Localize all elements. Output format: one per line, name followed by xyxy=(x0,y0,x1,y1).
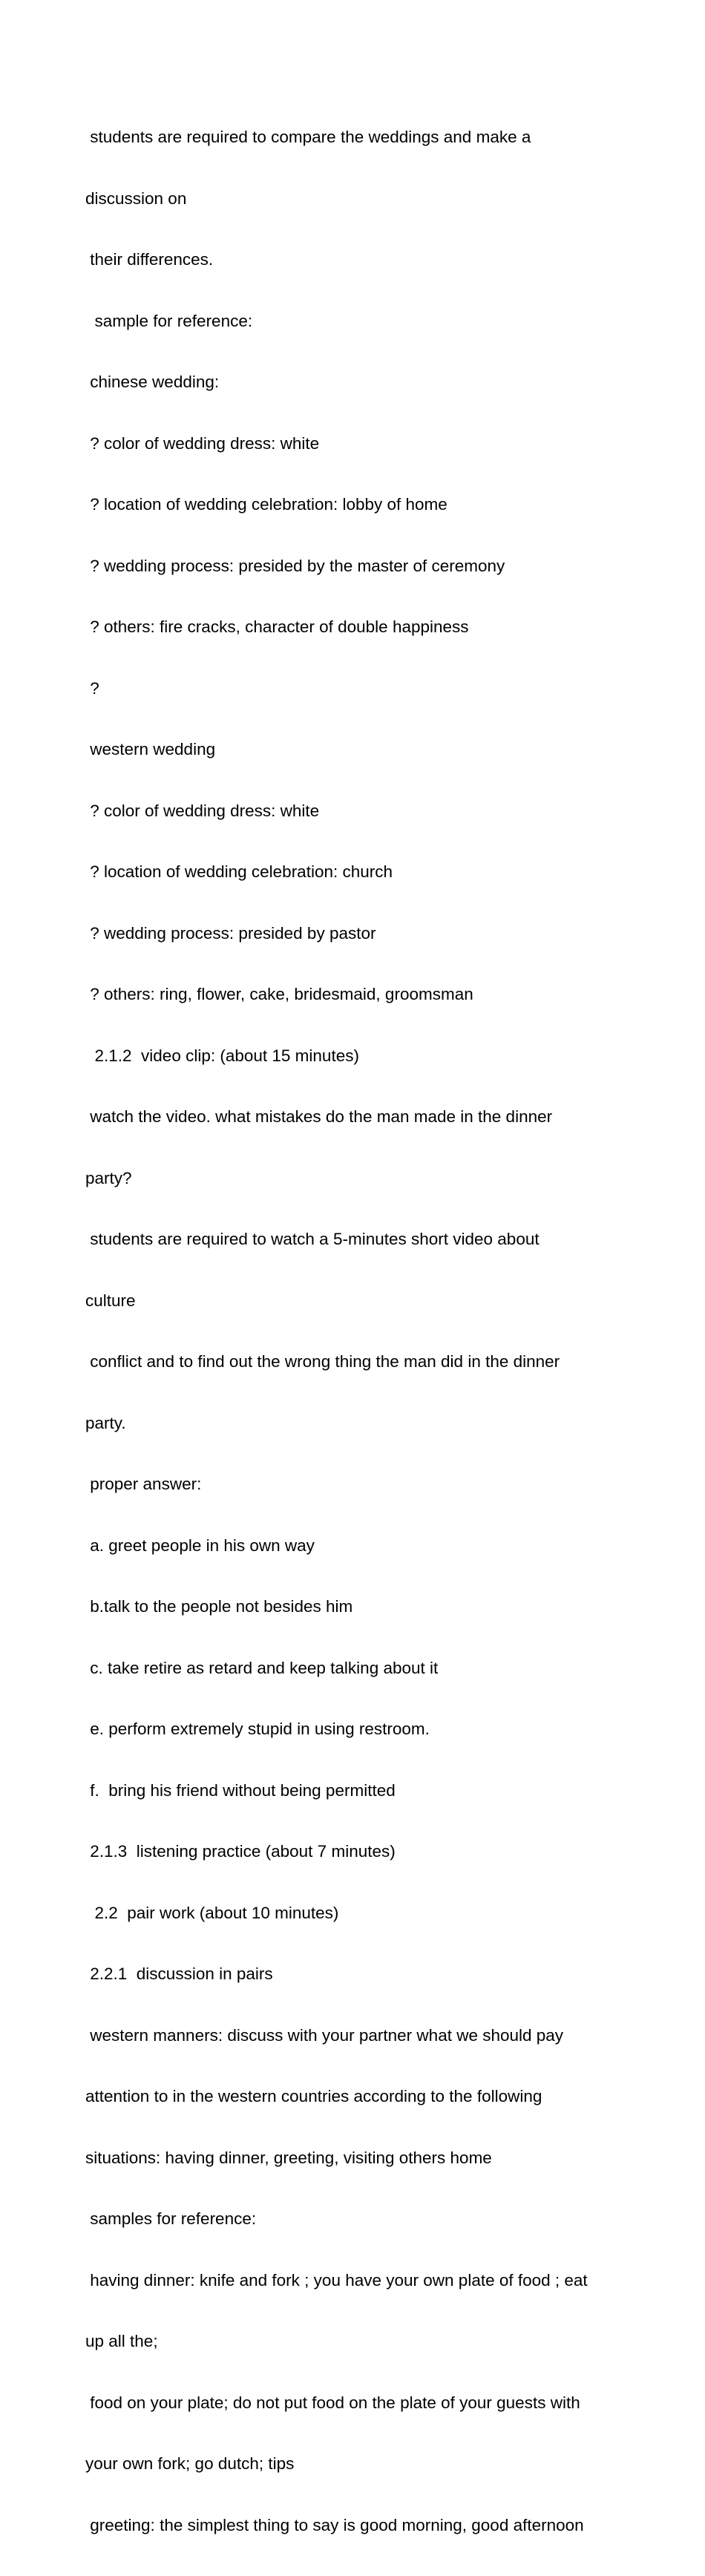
text-line: ? others: fire cracks, character of double happiness xyxy=(85,617,469,636)
text-line: c. take retire as retard and keep talking about it xyxy=(85,1658,439,1677)
text-line: watch the video. what mistakes do the man made in the dinner xyxy=(85,1107,553,1126)
text-line: conflict and to find out the wrong thing the man did in the dinner xyxy=(85,1352,560,1371)
text-line: samples for reference: xyxy=(85,2209,257,2228)
text-line: having dinner: knife and fork ; you have your own plate of food ; eat xyxy=(85,2270,588,2290)
text-line: chinese wedding: xyxy=(85,373,220,391)
text-line: your own fork; go dutch; tips xyxy=(85,2454,295,2473)
text-line: attention to in the western countries according to the following xyxy=(85,2087,542,2105)
text-line: ? color of wedding dress: white xyxy=(85,433,320,453)
text-line: f. bring his friend without being permitted xyxy=(85,1780,396,1800)
text-line: discussion on xyxy=(85,189,187,208)
text-line: ? xyxy=(85,678,99,698)
text-line: b.talk to the people not besides him xyxy=(85,1597,353,1616)
text-line: food on your plate; do not put food on the plate of your guests with xyxy=(85,2393,580,2412)
text-line: 2.2 pair work (about 10 minutes) xyxy=(85,1903,339,1922)
text-line: situations: having dinner, greeting, visiting others home xyxy=(85,2148,492,2167)
text-line: ? others: ring, flower, cake, bridesmaid, groomsman xyxy=(85,985,473,1003)
text-line: ? location of wedding celebration: lobby of home xyxy=(85,495,447,514)
text-line: a. greet people in his own way xyxy=(85,1536,315,1555)
text-line: ? wedding process: presided by pastor xyxy=(85,923,376,943)
text-line: western manners: discuss with your partner what we should pay xyxy=(85,2025,564,2045)
text-line: 2.1.2 video clip: (about 15 minutes) xyxy=(85,1046,359,1065)
text-line: proper answer: xyxy=(85,1475,202,1493)
text-line: their differences. xyxy=(85,250,214,269)
text-line: ? wedding process: presided by the master of ceremony xyxy=(85,556,505,575)
text-line: culture xyxy=(85,1291,136,1310)
text-line: 2.1.3 listening practice (about 7 minutes) xyxy=(85,1842,396,1861)
text-line: party? xyxy=(85,1168,132,1187)
text-line: students are required to watch a 5-minutes short video about xyxy=(85,1230,540,1248)
document-body xyxy=(85,86,623,2576)
text-line: party. xyxy=(85,1413,126,1432)
text-line: e. perform extremely stupid in using restroom. xyxy=(85,1720,430,1738)
text-line: 2.2.1 discussion in pairs xyxy=(85,1964,273,1983)
text-line: up all the; xyxy=(85,2332,158,2350)
text-line: students are required to compare the weddings and make a xyxy=(85,128,531,146)
text-line: ? location of wedding celebration: church xyxy=(85,862,393,881)
text-line: greeting: the simplest thing to say is good morning, good afternoon xyxy=(85,2515,584,2534)
text-line: ? color of wedding dress: white xyxy=(85,801,320,820)
text-line: sample for reference: xyxy=(85,311,253,330)
text-line: western wedding xyxy=(85,740,216,758)
